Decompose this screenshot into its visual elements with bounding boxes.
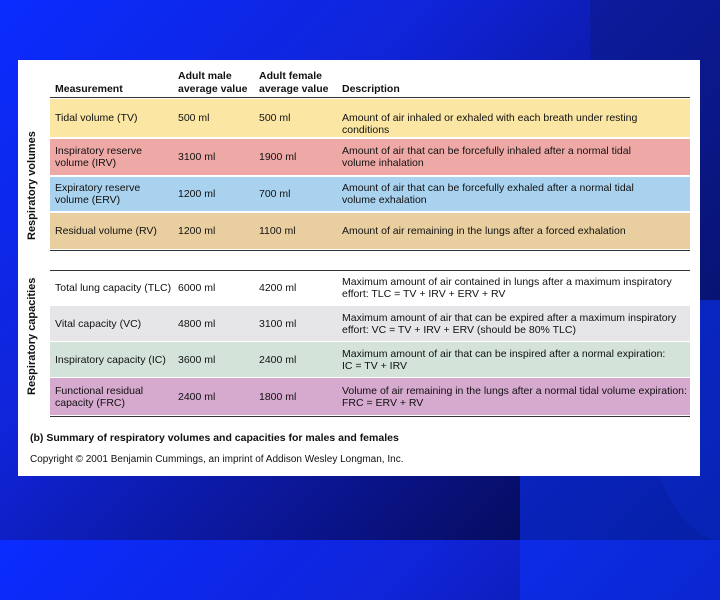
measurement-cell [55, 182, 175, 206]
figure-caption: (b) Summary of respiratory volumes and capacities for males and females [30, 432, 399, 444]
description-cell-line: volume exhalation [342, 194, 427, 206]
description-cell-line: FRC = ERV + RV [342, 397, 424, 409]
header-measurement: Measurement [55, 83, 123, 95]
female-value-cell [259, 151, 337, 163]
header-rule [50, 97, 690, 98]
female-value-cell [259, 391, 337, 403]
female-value-cell [259, 282, 337, 294]
description-cell [342, 145, 687, 169]
description-cell-line: effort: VC = TV + IRV + ERV (should be 80% TLC) [342, 324, 576, 336]
header-female-line1: Adult female [259, 70, 323, 82]
female-value-cell [259, 112, 337, 124]
male-value-cell-line: 1200 ml [178, 225, 216, 237]
header-male [178, 70, 247, 96]
female-value-cell-line: 1900 ml [259, 151, 297, 163]
side-label-capacities: Respiratory capacities [26, 277, 38, 395]
capacities-bottom-rule [50, 416, 690, 417]
measurement-cell [55, 354, 175, 366]
male-value-cell-line: 3600 ml [178, 354, 216, 366]
description-cell-line: Maximum amount of air that can be inspired after a normal expiration: [342, 348, 666, 360]
description-cell [342, 182, 687, 206]
measurement-cell-line: Vital capacity (VC) [55, 318, 142, 330]
male-value-cell [178, 225, 258, 237]
header-female [259, 70, 328, 96]
female-value-cell [259, 318, 337, 330]
female-value-cell-line: 3100 ml [259, 318, 297, 330]
female-value-cell-line: 700 ml [259, 188, 291, 200]
description-cell-line: Maximum amount of air contained in lungs after a maximum inspiratory [342, 276, 672, 288]
male-value-cell-line: 4800 ml [178, 318, 216, 330]
description-cell [342, 225, 687, 237]
female-value-cell [259, 354, 337, 366]
measurement-cell [55, 318, 175, 330]
measurement-cell-line: Expiratory reserve [55, 182, 141, 194]
measurement-cell-line: Tidal volume (TV) [55, 112, 138, 124]
measurement-cell [55, 282, 175, 294]
measurement-cell [55, 385, 175, 409]
header-male-line2: average value [178, 83, 248, 95]
description-cell-line: Amount of air that can be forcefully exhaled after a normal tidal [342, 182, 634, 194]
volumes-bottom-rule [50, 250, 690, 251]
measurement-cell [55, 112, 175, 124]
female-value-cell-line: 1100 ml [259, 225, 296, 237]
table-row [50, 306, 690, 341]
female-value-cell-line: 500 ml [259, 112, 291, 124]
table-row [50, 378, 690, 415]
description-cell-line: volume inhalation [342, 157, 424, 169]
header-female-line2: average value [259, 83, 329, 95]
description-cell [342, 312, 687, 336]
male-value-cell-line: 500 ml [178, 112, 210, 124]
description-cell [342, 112, 687, 136]
description-cell-line: Amount of air inhaled or exhaled with each breath under resting conditions [342, 112, 638, 136]
male-value-cell-line: 3100 ml [178, 151, 216, 163]
male-value-cell [178, 151, 258, 163]
table-row [50, 139, 690, 175]
measurement-cell-line: capacity (FRC) [55, 397, 126, 409]
male-value-cell [178, 282, 258, 294]
table-row [50, 342, 690, 377]
description-cell [342, 385, 687, 409]
male-value-cell-line: 2400 ml [178, 391, 216, 403]
description-cell-line: Amount of air remaining in the lungs after a forced exhalation [342, 225, 626, 237]
description-cell-line: effort: TLC = TV + IRV + ERV + RV [342, 288, 506, 300]
measurement-cell-line: volume (IRV) [55, 157, 117, 169]
table-row [50, 213, 690, 249]
description-cell [342, 276, 687, 300]
table-row [50, 177, 690, 211]
measurement-cell-line: Inspiratory capacity (IC) [55, 354, 166, 366]
description-cell [342, 348, 687, 372]
table-row [50, 99, 690, 137]
female-value-cell [259, 188, 337, 200]
measurement-cell [55, 145, 175, 169]
measurement-cell-line: volume (ERV) [55, 194, 121, 206]
measurement-cell [55, 225, 175, 237]
description-cell-line: Amount of air that can be forcefully inhaled after a normal tidal [342, 145, 631, 157]
male-value-cell-line: 6000 ml [178, 282, 216, 294]
male-value-cell [178, 112, 258, 124]
measurement-cell-line: Functional residual [55, 385, 144, 397]
description-cell-line: Maximum amount of air that can be expired after a maximum inspiratory [342, 312, 677, 324]
header-description: Description [342, 83, 400, 95]
male-value-cell [178, 318, 258, 330]
copyright-notice: Copyright © 2001 Benjamin Cummings, an imprint of Addison Wesley Longman, Inc. [30, 454, 404, 465]
female-value-cell-line: 1800 ml [259, 391, 297, 403]
female-value-cell-line: 4200 ml [259, 282, 297, 294]
female-value-cell [259, 225, 337, 237]
male-value-cell [178, 391, 258, 403]
description-cell-line: IC = TV + IRV [342, 360, 407, 372]
measurement-cell-line: Total lung capacity (TLC) [55, 282, 172, 294]
male-value-cell [178, 188, 258, 200]
table-panel [18, 60, 700, 476]
female-value-cell-line: 2400 ml [259, 354, 297, 366]
male-value-cell [178, 354, 258, 366]
measurement-cell-line: Inspiratory reserve [55, 145, 142, 157]
male-value-cell-line: 1200 ml [178, 188, 216, 200]
side-label-volumes: Respiratory volumes [26, 131, 38, 241]
table-row [50, 271, 690, 305]
measurement-cell-line: Residual volume (RV) [55, 225, 157, 237]
header-male-line1: Adult male [178, 70, 232, 82]
description-cell-line: Volume of air remaining in the lungs after a normal tidal volume expiration: [342, 385, 687, 397]
